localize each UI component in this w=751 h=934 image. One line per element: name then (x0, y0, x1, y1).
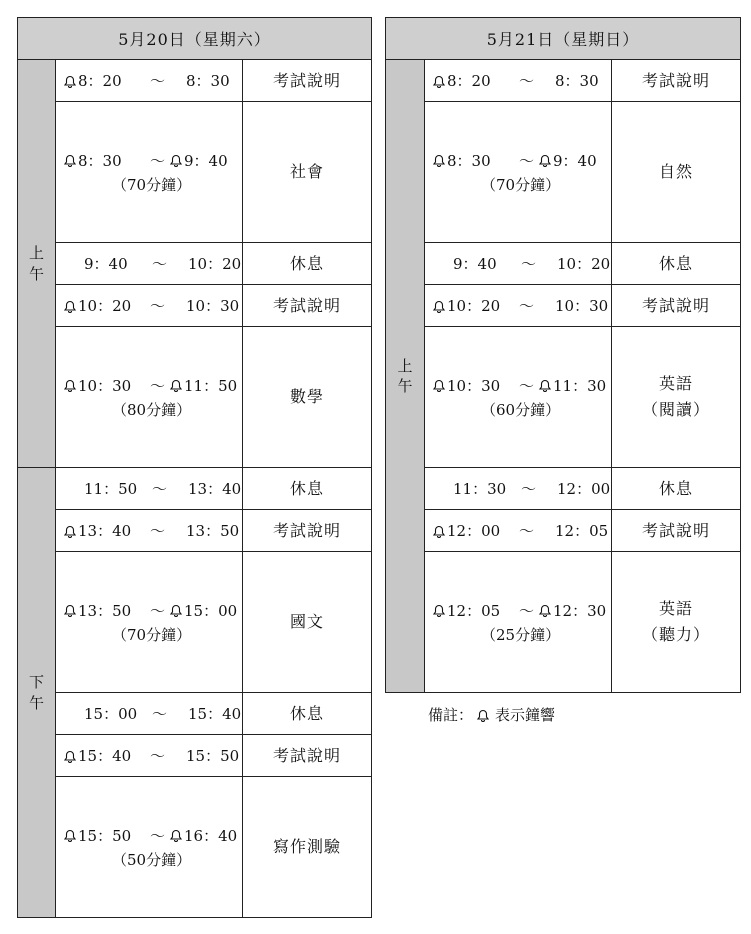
start-time: 15：00 (84, 705, 138, 723)
time-separator: ～ (150, 376, 166, 395)
bell-icon (62, 827, 78, 843)
duration: （60分鐘） (481, 400, 561, 419)
subject-cell (243, 468, 372, 510)
subject-name: 休息 (659, 478, 694, 498)
subject-cell (243, 693, 372, 735)
duration: （80分鐘） (112, 400, 192, 419)
bell-icon (168, 152, 184, 168)
subject-name: 考試說明 (642, 520, 711, 540)
subject-name: 考試說明 (273, 745, 342, 765)
schedule-row (18, 693, 372, 735)
start-time: 10：30 (447, 376, 501, 395)
time-range (425, 520, 611, 541)
start-time: 12：05 (447, 601, 501, 620)
end-time: 11：50 (184, 376, 238, 395)
bell-icon (475, 707, 491, 723)
end-time: 13：40 (188, 480, 242, 498)
end-time: 10：20 (188, 255, 242, 273)
duration: （25分鐘） (481, 625, 561, 644)
schedule-row (18, 468, 372, 510)
schedule-row (386, 243, 741, 285)
bell-icon (431, 298, 447, 314)
time-separator: ～ (152, 255, 168, 273)
time-cell (425, 243, 612, 285)
time-cell (56, 552, 243, 693)
schedule-row (386, 327, 741, 468)
subject-name: 休息 (290, 703, 325, 723)
time-cell (425, 60, 612, 102)
end-time: 8：30 (555, 72, 599, 90)
period-label-morning: 上 午 (386, 60, 425, 693)
bell-icon (431, 377, 447, 393)
subject-name: 國文 (290, 612, 325, 632)
duration: （70分鐘） (112, 175, 192, 194)
bell-icon (537, 152, 553, 168)
subject-name: 數學 (290, 387, 325, 407)
schedule-row (386, 468, 741, 510)
subject-cell (612, 285, 741, 327)
start-time: 8：30 (447, 151, 491, 170)
time-separator: ～ (150, 747, 166, 765)
start-time: 9：40 (453, 255, 497, 273)
subject-cell (612, 468, 741, 510)
time-range (425, 295, 611, 316)
time-range (56, 600, 242, 621)
schedule-row (386, 510, 741, 552)
time-range (56, 825, 242, 846)
end-time: 15：40 (188, 705, 242, 723)
time-separator: ～ (152, 480, 168, 498)
bell-icon (62, 73, 78, 89)
end-time: 12：00 (557, 480, 611, 498)
subject-name: 社會 (290, 162, 325, 182)
bell-icon (168, 602, 184, 618)
subject-cell (243, 102, 372, 243)
bell-icon (62, 523, 78, 539)
subject-name: 考試說明 (642, 70, 711, 90)
time-range (56, 478, 242, 499)
bell-icon (62, 602, 78, 618)
legend-note (428, 704, 555, 725)
subject-name: （閱讀） (642, 400, 711, 419)
time-range (56, 520, 242, 541)
start-time: 15：40 (78, 747, 132, 765)
time-cell (425, 102, 612, 243)
schedule-row (18, 285, 372, 327)
time-separator: ～ (150, 297, 166, 315)
subject-name: （聽力） (642, 625, 711, 644)
subject-cell (612, 243, 741, 285)
end-time: 13：50 (186, 522, 240, 540)
time-range (56, 375, 242, 396)
subject-cell (243, 243, 372, 285)
time-cell (56, 510, 243, 552)
end-time: 12：30 (553, 601, 607, 620)
time-separator: ～ (152, 705, 168, 723)
time-separator: ～ (521, 255, 537, 273)
time-range (56, 150, 242, 171)
bell-icon (537, 602, 553, 618)
start-time: 12：00 (447, 522, 501, 540)
time-separator: ～ (519, 601, 535, 620)
schedule-table-day2 (385, 17, 741, 693)
duration: （70分鐘） (481, 175, 561, 194)
duration: （70分鐘） (112, 625, 192, 644)
time-cell (425, 327, 612, 468)
subject-cell (243, 327, 372, 468)
note-prefix: 備註： (428, 706, 474, 724)
end-time: 10：20 (557, 255, 611, 273)
subject-cell (243, 285, 372, 327)
time-cell (56, 693, 243, 735)
end-time: 16：40 (184, 826, 238, 845)
end-time: 9：40 (553, 151, 597, 170)
end-time: 11：30 (553, 376, 607, 395)
schedule-row (18, 243, 372, 285)
subject-cell (243, 510, 372, 552)
time-range (56, 253, 242, 274)
time-range (56, 295, 242, 316)
start-time: 8：30 (78, 151, 122, 170)
subject-name: 休息 (290, 478, 325, 498)
time-cell (56, 60, 243, 102)
time-separator: ～ (150, 72, 166, 90)
bell-icon (431, 152, 447, 168)
start-time: 8：20 (78, 72, 122, 90)
subject-cell (243, 735, 372, 777)
time-separator: ～ (150, 522, 166, 540)
schedule-row (386, 102, 741, 243)
end-time: 10：30 (186, 297, 240, 315)
note-suffix: 表示鐘響 (495, 706, 556, 724)
start-time: 9：40 (84, 255, 128, 273)
time-cell (56, 327, 243, 468)
time-separator: ～ (519, 376, 535, 395)
subject-name: 考試說明 (273, 295, 342, 315)
time-cell (425, 552, 612, 693)
schedule-row (386, 552, 741, 693)
time-range (425, 253, 611, 274)
day-header: 5月20日（星期六） (18, 18, 372, 60)
schedule-row (18, 777, 372, 918)
subject-name: 考試說明 (273, 520, 342, 540)
subject-name: 休息 (659, 253, 694, 273)
subject-cell (612, 102, 741, 243)
time-separator: ～ (521, 480, 537, 498)
schedule-row (18, 60, 372, 102)
start-time: 13：50 (78, 601, 132, 620)
time-cell (56, 285, 243, 327)
time-separator: ～ (150, 826, 166, 845)
start-time: 11：50 (84, 480, 138, 498)
subject-cell (243, 60, 372, 102)
time-separator: ～ (150, 151, 166, 170)
end-time: 12：05 (555, 522, 609, 540)
day-header: 5月21日（星期日） (386, 18, 741, 60)
subject-cell (612, 327, 741, 468)
schedule-row (386, 285, 741, 327)
start-time: 8：20 (447, 72, 491, 90)
period-label-morning: 上 午 (18, 60, 56, 468)
period-label-afternoon: 下 午 (18, 468, 56, 918)
time-separator: ～ (519, 72, 535, 90)
duration: （50分鐘） (112, 850, 192, 869)
start-time: 10：20 (447, 297, 501, 315)
subject-name: 英語 (659, 374, 694, 394)
end-time: 15：50 (186, 747, 240, 765)
time-cell (56, 243, 243, 285)
subject-name: 考試說明 (273, 70, 342, 90)
subject-name: 自然 (659, 162, 694, 182)
start-time: 15：50 (78, 826, 132, 845)
end-time: 10：30 (555, 297, 609, 315)
time-cell (56, 735, 243, 777)
end-time: 9：40 (184, 151, 228, 170)
time-range (56, 70, 242, 91)
schedule-row (18, 510, 372, 552)
bell-icon (168, 827, 184, 843)
end-time: 15：00 (184, 601, 238, 620)
schedule-row (18, 327, 372, 468)
time-cell (56, 468, 243, 510)
subject-name: 寫作測驗 (273, 837, 342, 857)
bell-icon (62, 152, 78, 168)
schedule-row (18, 735, 372, 777)
time-separator: ～ (519, 297, 535, 315)
time-separator: ～ (519, 522, 535, 540)
schedule-table-day1 (17, 17, 372, 918)
subject-cell (612, 60, 741, 102)
time-separator: ～ (519, 151, 535, 170)
bell-icon (431, 73, 447, 89)
schedule-row (386, 60, 741, 102)
bell-icon (62, 377, 78, 393)
header-row (18, 18, 372, 60)
subject-cell (612, 552, 741, 693)
header-row (386, 18, 741, 60)
time-range (425, 375, 611, 396)
schedule-row (18, 552, 372, 693)
subject-cell (243, 777, 372, 918)
subject-name: 休息 (290, 253, 325, 273)
bell-icon (168, 377, 184, 393)
bell-icon (431, 523, 447, 539)
time-cell (56, 102, 243, 243)
start-time: 10：20 (78, 297, 132, 315)
time-range (425, 150, 611, 171)
time-cell (56, 777, 243, 918)
time-range (425, 70, 611, 91)
bell-icon (62, 298, 78, 314)
start-time: 11：30 (453, 480, 507, 498)
time-cell (425, 468, 612, 510)
subject-cell (612, 510, 741, 552)
bell-icon (62, 748, 78, 764)
time-cell (425, 285, 612, 327)
start-time: 13：40 (78, 522, 132, 540)
bell-icon (537, 377, 553, 393)
time-range (56, 745, 242, 766)
schedule-row (18, 102, 372, 243)
time-range (425, 478, 611, 499)
time-range (56, 703, 242, 724)
time-cell (425, 510, 612, 552)
time-range (425, 600, 611, 621)
subject-name: 考試說明 (642, 295, 711, 315)
time-separator: ～ (150, 601, 166, 620)
subject-name: 英語 (659, 599, 694, 619)
start-time: 10：30 (78, 376, 132, 395)
bell-icon (431, 602, 447, 618)
end-time: 8：30 (186, 72, 230, 90)
subject-cell (243, 552, 372, 693)
